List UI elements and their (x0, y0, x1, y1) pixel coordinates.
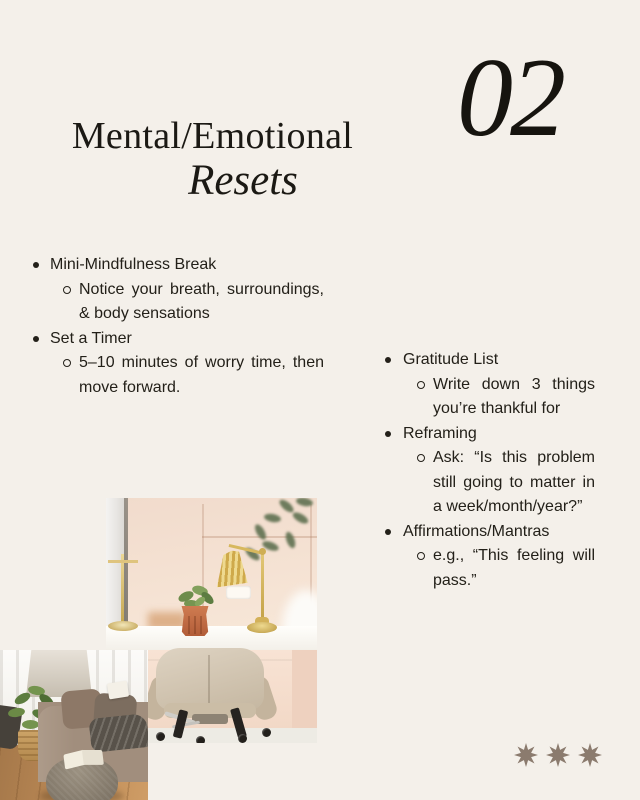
left-list (28, 253, 368, 400)
living-room-photo (0, 650, 148, 800)
office-chair (150, 648, 272, 743)
desk-cabinet-side (292, 650, 317, 730)
succulent-plant (174, 578, 216, 638)
list-item (385, 348, 620, 422)
chair-caster (238, 734, 247, 743)
chair-caster (156, 732, 165, 741)
lamp-shade (211, 549, 247, 587)
blanket (88, 713, 148, 753)
list-item (28, 253, 368, 327)
page-title: Mental/Emotional (71, 115, 354, 157)
lamp-stem (261, 552, 264, 624)
list-item-label: Gratitude List (403, 351, 499, 368)
list-item-detail: 5–10 minutes of worry time, then move forward. (79, 354, 324, 396)
chair-caster (196, 736, 205, 743)
bullet-icon (33, 262, 39, 268)
sub-bullet-icon (63, 286, 71, 294)
lamp-joint (259, 548, 266, 555)
stand-pole (121, 554, 124, 626)
list-item-detail: Notice your breath, surroundings, & body sensations (79, 280, 324, 322)
list-item (385, 520, 620, 594)
star-decorations (514, 743, 602, 767)
chair-seam (208, 655, 210, 705)
list-item (28, 327, 368, 401)
brass-stand (108, 548, 142, 634)
page-subtitle: Resets (188, 157, 298, 204)
list-item-detail: e.g., “This feeling will pass.” (433, 547, 595, 589)
list-item (385, 422, 620, 520)
list-item-detail: Ask: “Is this problem still going to matter in a week/month/year?” (433, 449, 595, 515)
bullet-icon (385, 529, 391, 535)
bullet-icon (33, 336, 39, 342)
book-page (82, 750, 104, 765)
chair-caster (262, 728, 271, 737)
sub-bullet-icon (417, 552, 425, 560)
chair-back (156, 648, 264, 710)
gold-task-lamp (210, 544, 280, 636)
star-icon (578, 743, 602, 767)
lamp-base (247, 622, 277, 633)
sub-bullet-icon (417, 381, 425, 389)
bullet-icon (385, 431, 391, 437)
sub-bullet-icon (63, 359, 71, 367)
stand-base (108, 621, 138, 631)
tissue-box (107, 681, 129, 700)
list-item-label: Reframing (403, 424, 477, 442)
stand-bar (108, 560, 138, 563)
star-icon (514, 743, 538, 767)
list-item-detail: Write down 3 things you’re thankful for (433, 375, 595, 417)
sub-bullet-icon (417, 454, 425, 462)
list-item-label: Affirmations/Mantras (403, 522, 550, 540)
bullet-icon (385, 357, 391, 363)
list-item-label: Mini-Mindfulness Break (50, 256, 217, 273)
star-icon (546, 743, 570, 767)
list-item-label: Set a Timer (50, 329, 132, 347)
section-number: 02 (457, 36, 563, 160)
right-list (385, 348, 620, 593)
